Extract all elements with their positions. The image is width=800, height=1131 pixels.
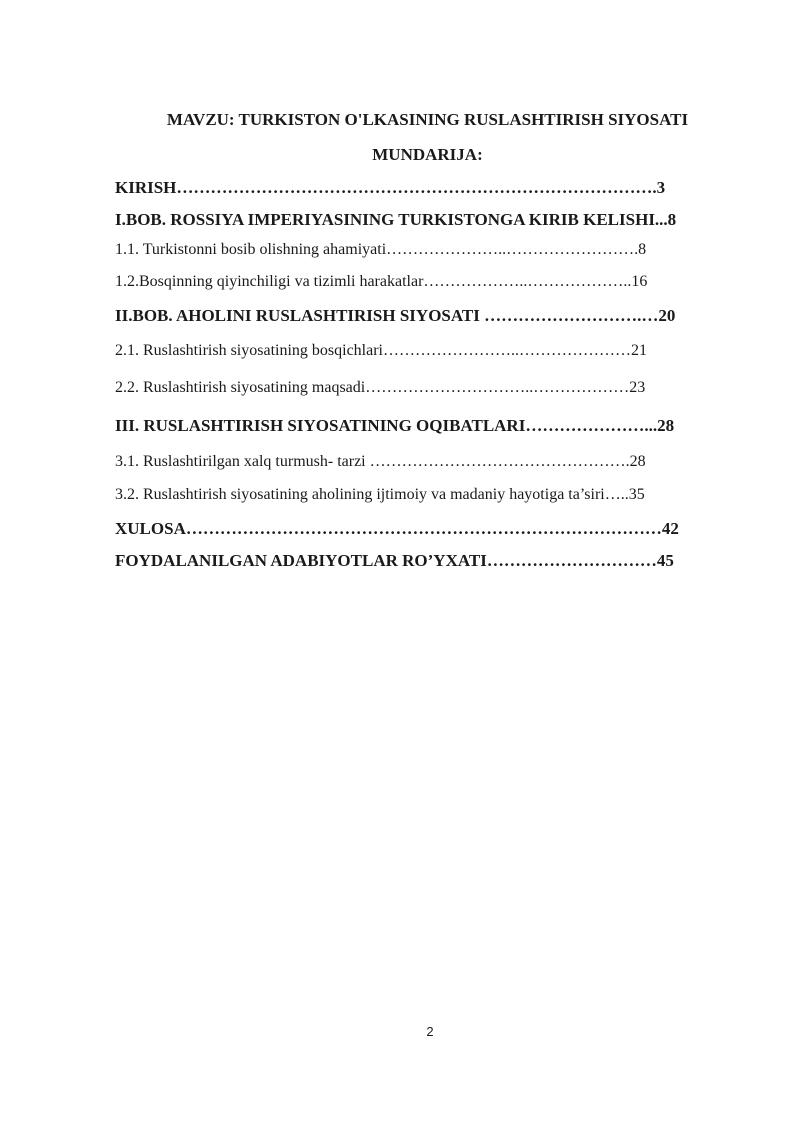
toc-entry-chapter-3: III. RUSLASHTIRISH SIYOSATINING OQIBATLARI…………………...28 — [115, 416, 675, 435]
toc-entry-chapter-2: II.BOB. AHOLINI RUSLASHTIRISH SIYOSATI ……………………….…20 — [115, 306, 676, 325]
toc-entry-3-2: 3.2. Ruslashtirish siyosatining aholining ijtimoiy va madaniy hayotiga ta’siri…..35 — [115, 486, 645, 503]
toc-entry-xulosa: XULOSA…………………………………………………………………………42 — [115, 519, 679, 538]
page-number: 2 — [426, 1024, 434, 1039]
toc-heading: MUNDARIJA: — [372, 145, 483, 164]
toc-entry-chapter-1: I.BOB. ROSSIYA IMPERIYASINING TURKISTONGA KIRIB KELISHI...8 — [115, 210, 677, 229]
toc-entry-2-1: 2.1. Ruslashtirish siyosatining bosqichlari……………………..…………………21 — [115, 342, 647, 359]
toc-entry-3-1: 3.1. Ruslashtirilgan xalq turmush- tarzi ………………………………………….28 — [115, 453, 646, 470]
toc-entry-bibliography: FOYDALANILGAN ADABIYOTLAR RO’YXATI…………………………45 — [115, 551, 674, 570]
toc-entry-kirish: KIRISH………………………………………………………………………….3 — [115, 178, 666, 197]
document-title: MAVZU: TURKISTON O'LKASINING RUSLASHTIRISH SIYOSATI — [166, 110, 689, 129]
toc-entry-1-2: 1.2.Bosqinning qiyinchiligi va tizimli harakatlar………………..………………..16 — [115, 273, 648, 290]
toc-entry-1-1: 1.1. Turkistonni bosib olishning ahamiyati…………………..…………………….8 — [115, 241, 647, 258]
toc-entry-2-2: 2.2. Ruslashtirish siyosatining maqsadi…………………………..………………23 — [115, 379, 646, 396]
